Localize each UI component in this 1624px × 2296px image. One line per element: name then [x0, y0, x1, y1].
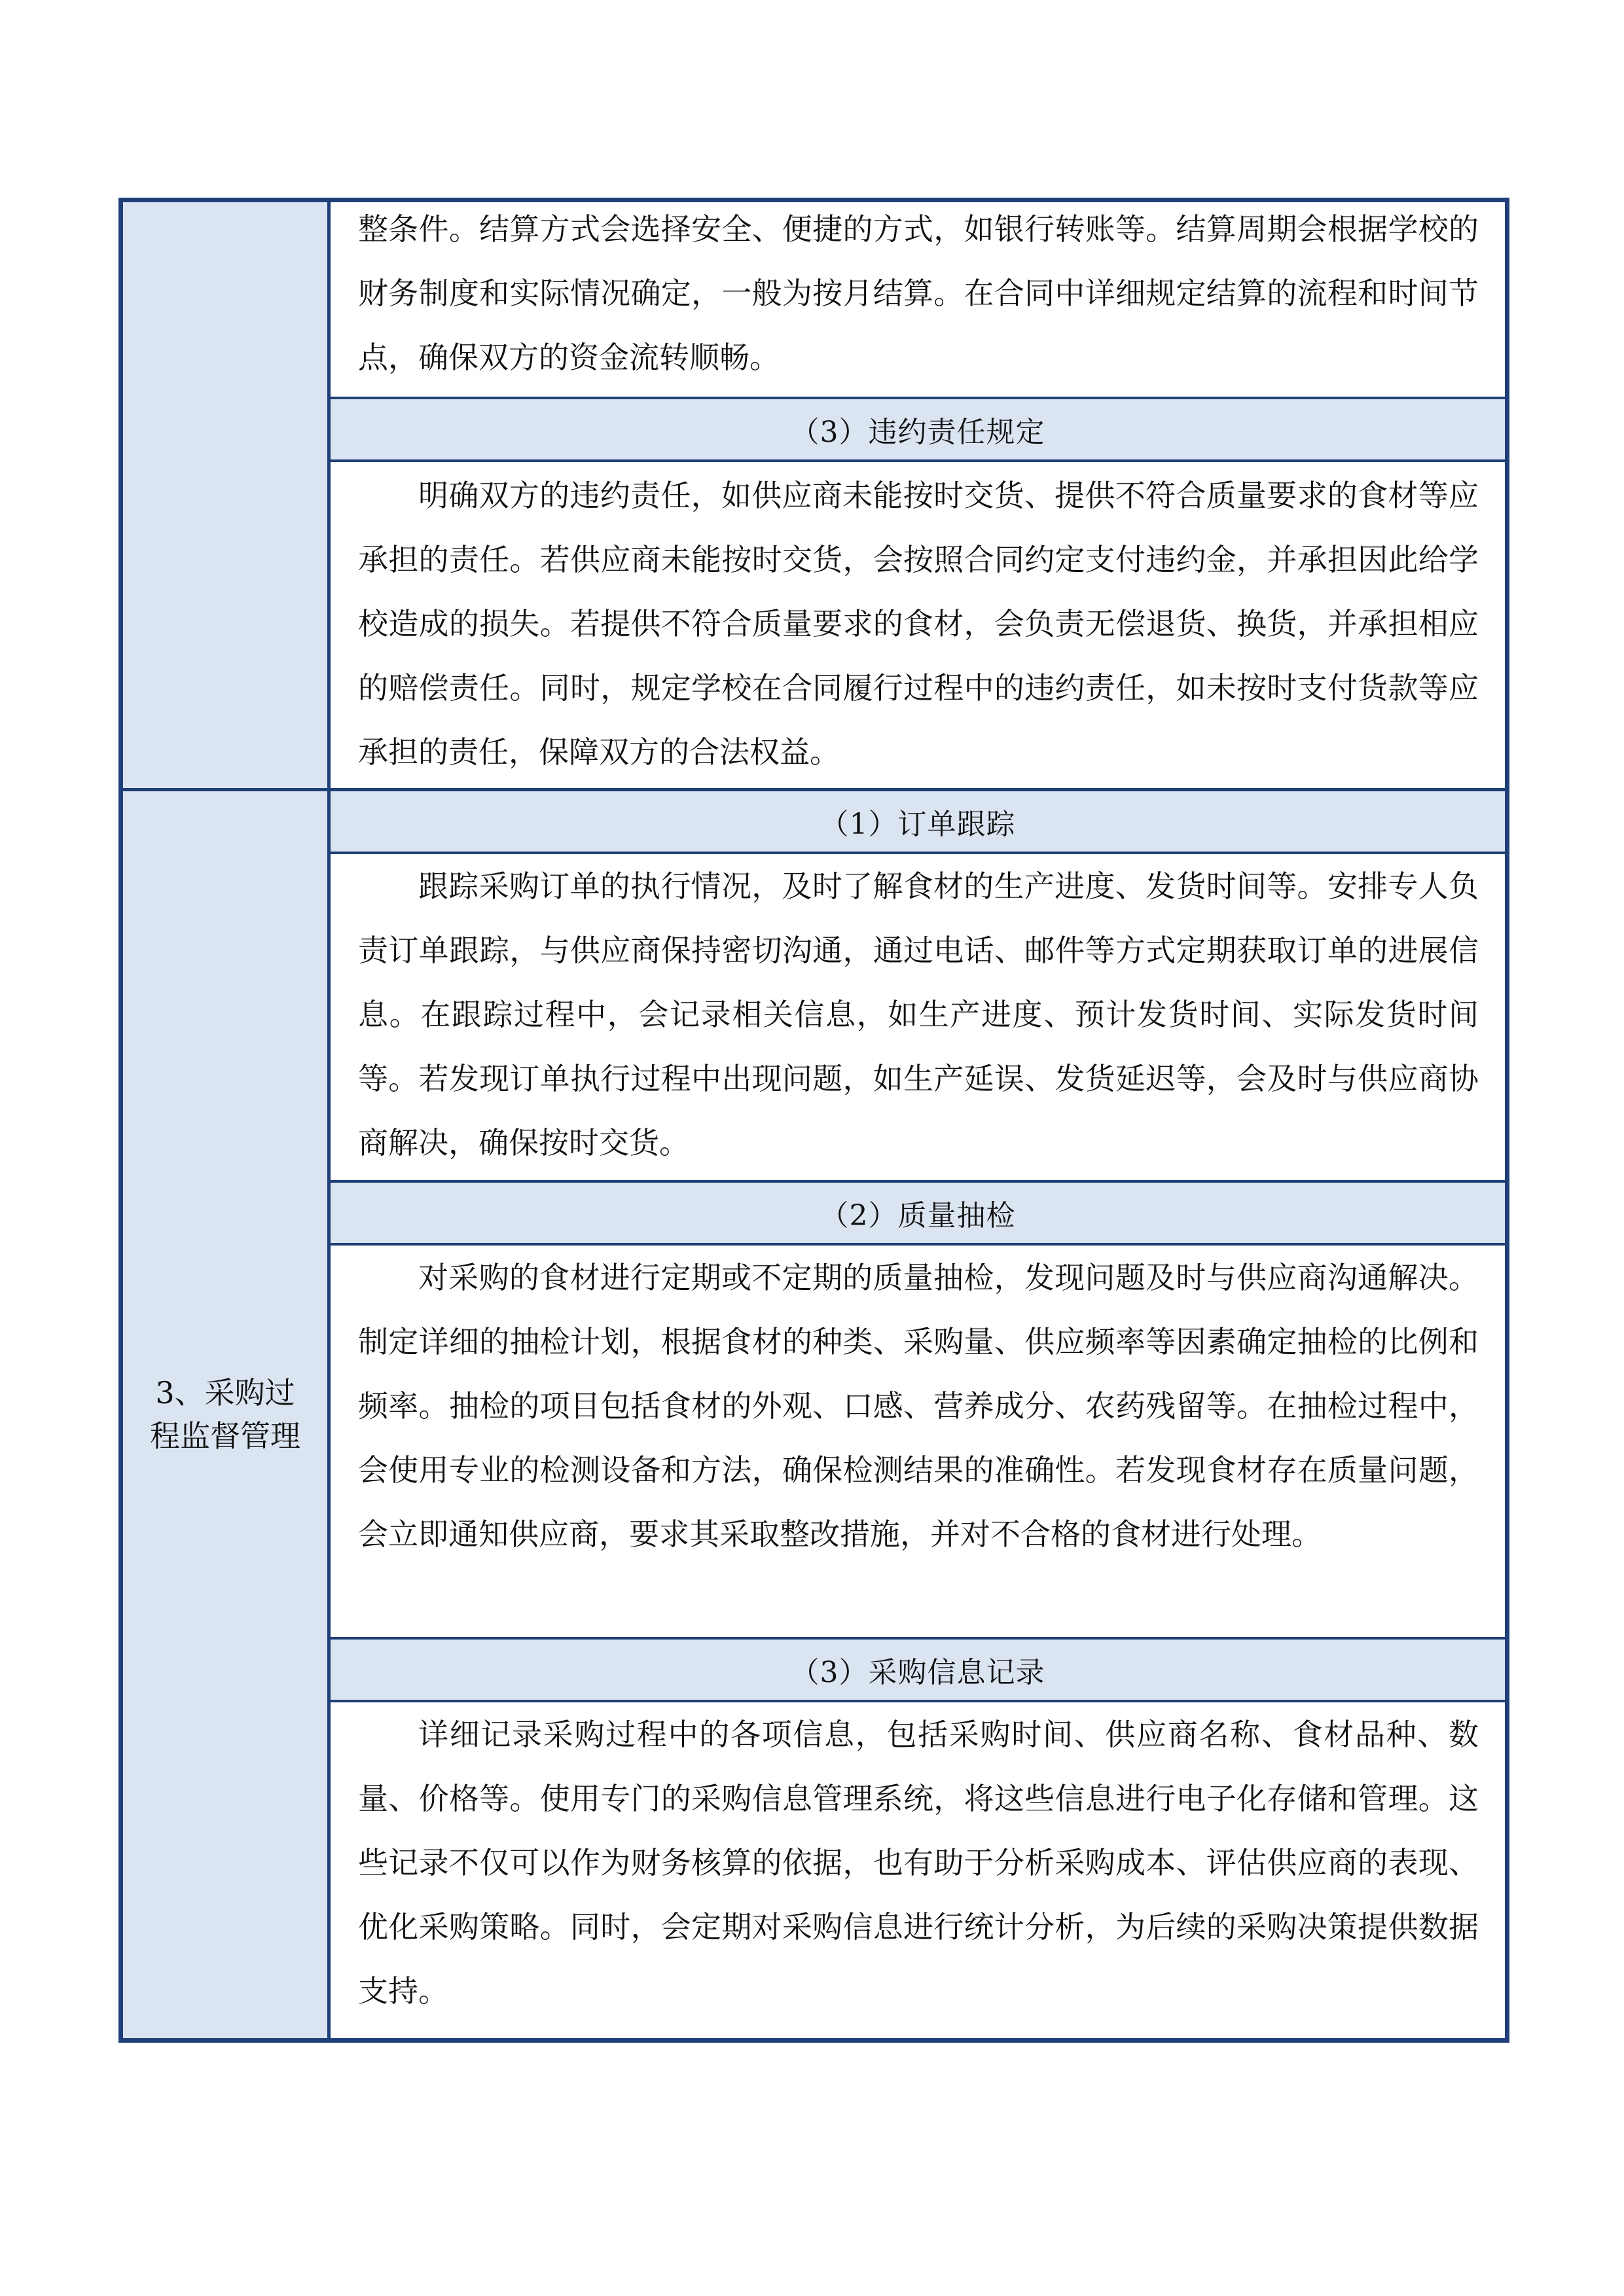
- section-text: 整条件。结算方式会选择安全、便捷的方式，如银行转账等。结算周期会根据学校的财务制度和实际情况确定，一般为按月结算。在合同中详细规定结算的流程和时间节点，确保双方的资金流转顺畅。: [358, 211, 1479, 375]
- row-label-text: 3、采购过程监督管理: [150, 1374, 300, 1454]
- section-heading: （3）采购信息记录: [331, 1640, 1505, 1700]
- section-heading: （2）质量抽检: [331, 1183, 1505, 1243]
- section-text: 详细记录采购过程中的各项信息，包括采购时间、供应商名称、食材品种、数量、价格等。使用专门的采购信息管理系统，将这些信息进行电子化存储和管理。这些记录不仅可以作为财务核算的依据，也有助于分析采购成本、评估供应商的表现、优化采购策略。同时，会定期对采购信息进行统计分析，为后续的采购决策提供数据支持。: [358, 1717, 1479, 2009]
- section-text: 跟踪采购订单的执行情况，及时了解食材的生产进度、发货时间等。安排专人负责订单跟踪，与供应商保持密切沟通，通过电话、邮件等方式定期获取订单的进展信息。在跟踪过程中，会记录相关信息，如生产进度、预计发货时间、实际发货时间等。若发现订单执行过程中出现问题，如生产延误、发货延迟等，会及时与供应商协商解决，确保按时交货。: [358, 869, 1479, 1160]
- section-text: 对采购的食材进行定期或不定期的质量抽检，发现问题及时与供应商沟通解决。制定详细的抽检计划，根据食材的种类、采购量、供应频率等因素确定抽检的比例和频率。抽检的项目包括食材的外观、口感、营养成分、农药残留等。在抽检过程中，会使用专业的检测设备和方法，确保检测结果的准确性。若发现食材存在质量问题，会立即通知供应商，要求其采取整改措施，并对不合格的食材进行处理。: [358, 1260, 1479, 1552]
- left-column-row-1: [123, 202, 327, 790]
- section-heading: （1）订单跟踪: [331, 791, 1505, 852]
- section-heading: （3）违约责任规定: [331, 399, 1505, 459]
- section-text: 明确双方的违约责任，如供应商未能按时交货、提供不符合质量要求的食材等应承担的责任。若供应商未能按时交货，会按照合同约定支付违约金，并承担因此给学校造成的损失。若提供不符合质量要求的食材，会负责无偿退货、换货，并承担相应的赔偿责任。同时，规定学校在合同履行过程中的违约责任，如未按时支付货款等应承担的责任，保障双方的合法权益。: [358, 478, 1479, 770]
- content-table: [118, 198, 1509, 2043]
- row-label-procurement-supervision: [123, 790, 327, 2038]
